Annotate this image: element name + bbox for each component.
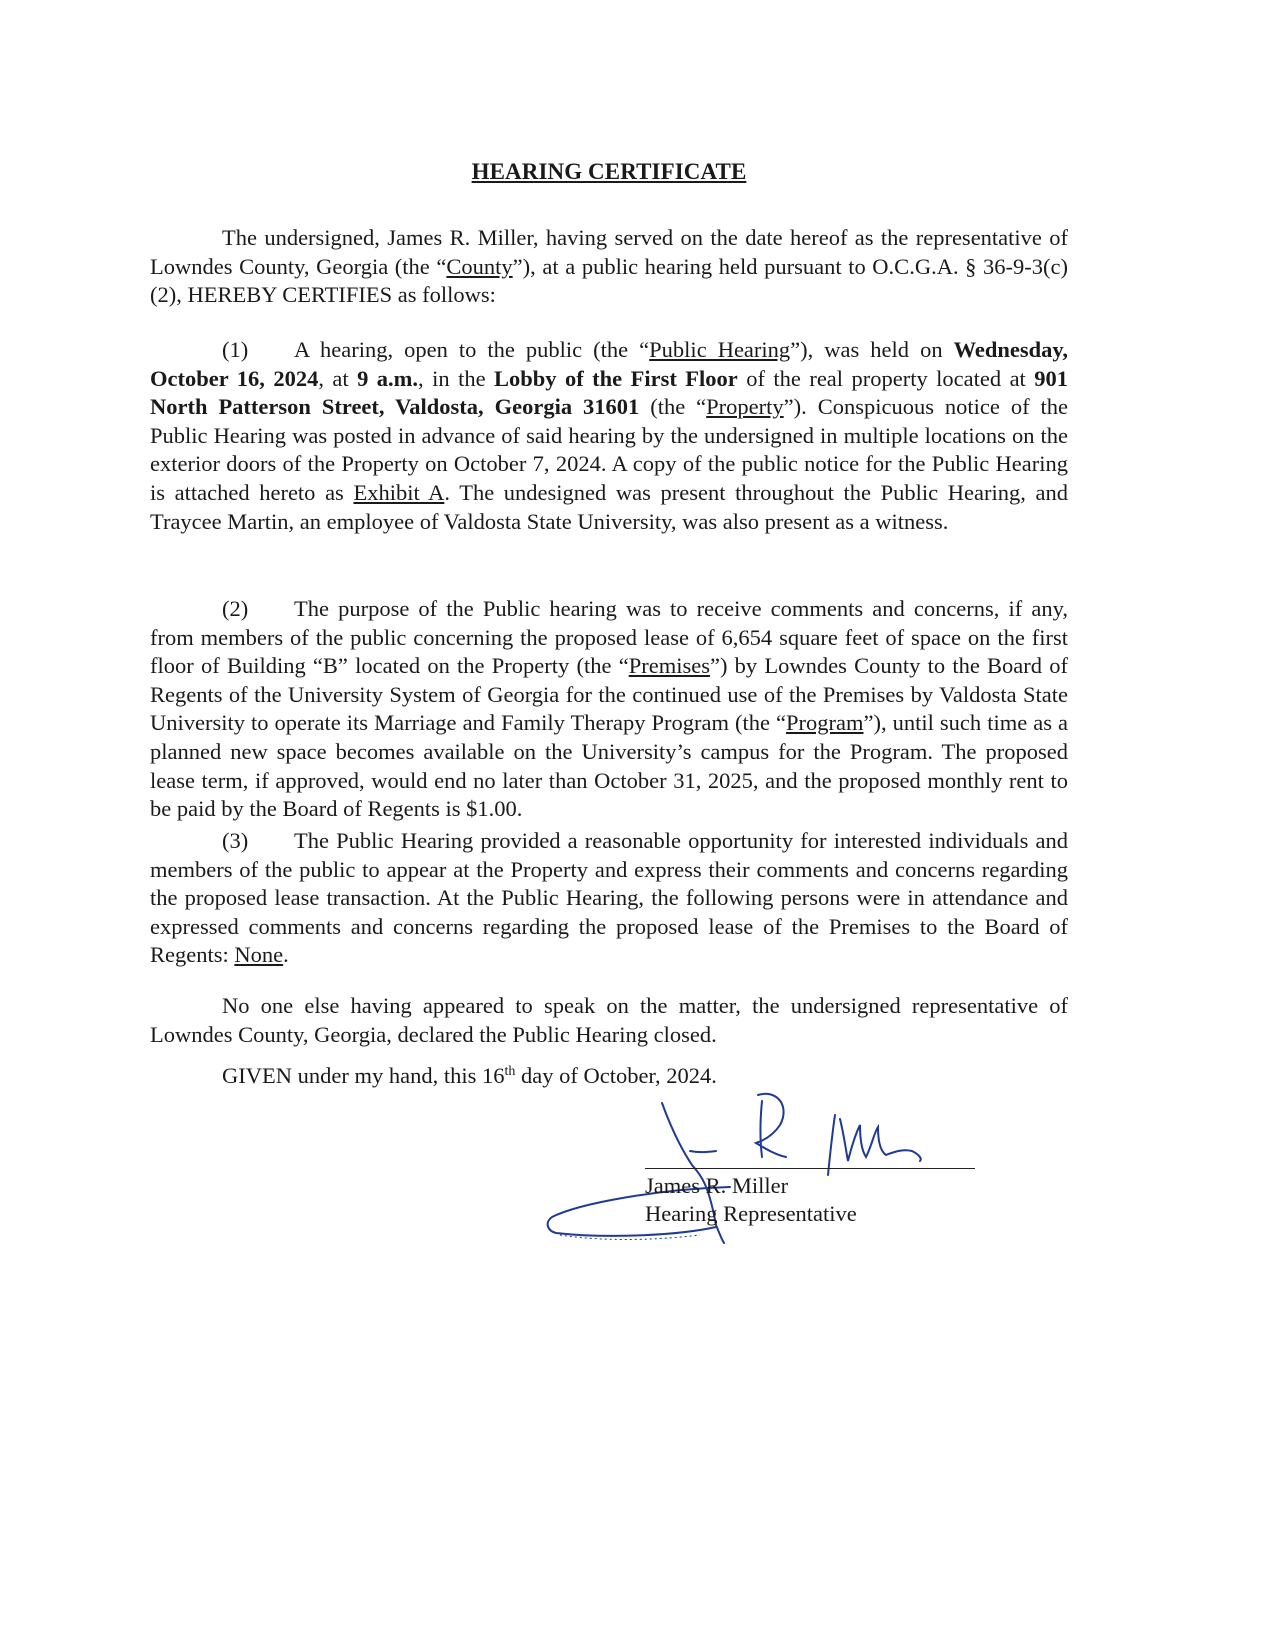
paragraph-number: (2) xyxy=(222,596,249,621)
document-title: HEARING CERTIFICATE xyxy=(471,159,747,184)
signer-role: Hearing Representative xyxy=(645,1201,857,1226)
paragraph-1: (1) A hearing, open to the public (the “Public Hearing”), was held on Wednesday, October 16, 2024, at 9 a.m., in the Lobby of the First Floor of the real property located at 901 North Patterson Street, Valdosta, Georgia 31601 (the “Property”). Conspicuous notice of the Public Hearing was posted in advance of said hearing by the undersigned in multiple locations on the exterior doors of the Property on October 7, 2024. A copy of the public notice for the Public Hearing is attached hereto as Exhibit A. The undesigned was present throughout the Public Hearing, and Traycee Martin, an employee of Valdosta State University, was also present as a witness. xyxy=(150,337,1069,534)
property-address: 901 North Patterson Street, Valdosta, Georgia 31601 xyxy=(150,365,1069,420)
given-line: GIVEN under my hand, this 16th day of October, 2024. xyxy=(222,1063,717,1088)
intro-paragraph: The undersigned, James R. Miller, having served on the date hereof as the representative of Lowndes County, Georgia (the “County”), at a public hearing held pursuant to O.C.G.A. § 36-9-3(c)(2), HEREBY CERTIFIES as follows: xyxy=(150,225,1068,308)
attendees-value: None xyxy=(234,942,284,968)
paragraph-3: (3) The Public Hearing provided a reasonable opportunity for interested individuals and members of the public to appear at the Property and express their comments and concerns regarding the proposed lease transaction. At the Public Hearing, the following persons were in attendance and expressed comments and concerns regarding the proposed lease of the Premises to the Board of Regents: None. xyxy=(150,828,1068,968)
closing-paragraph: No one else having appeared to speak on the matter, the undersigned representative of Lowndes County, Georgia, declared the Public Hearing closed. xyxy=(150,993,1068,1047)
paragraph-number: (1) xyxy=(222,337,249,362)
exhibit-reference: Exhibit A xyxy=(353,479,445,505)
handwritten-signature xyxy=(540,1085,960,1255)
defined-term-property: Property xyxy=(706,394,784,420)
defined-term-public-hearing: Public Hearing xyxy=(649,337,791,362)
paragraph-2: (2) The purpose of the Public hearing was to receive comments and concerns, if any, from members of the public concerning the proposed lease of 6,654 square feet of space on the first floor of Building “B” located on the Property (the “Premises”) by Lowndes County to the Board of Regents of the University System of Georgia for the continued use of the Premises by Valdosta State University to operate its Marriage and Family Therapy Program (the “Program”), until such time as a planned new space becomes available on the University’s campus for the Program. The proposed lease term, if approved, would end no later than October 31, 2025, and the proposed monthly rent to be paid by the Board of Regents is $1.00. xyxy=(150,596,1069,822)
paragraph-number: (3) xyxy=(222,828,249,853)
hearing-time: 9 a.m. xyxy=(357,365,419,391)
defined-term-program: Program xyxy=(786,710,864,736)
signature-line xyxy=(645,1168,975,1169)
signer-name: James R. Miller xyxy=(645,1173,789,1198)
hearing-date: Wednesday, October 16, 2024 xyxy=(150,337,1069,391)
defined-term-premises: Premises xyxy=(628,653,710,679)
hearing-location: Lobby of the First Floor xyxy=(494,365,738,391)
defined-term-county: County xyxy=(446,253,513,279)
